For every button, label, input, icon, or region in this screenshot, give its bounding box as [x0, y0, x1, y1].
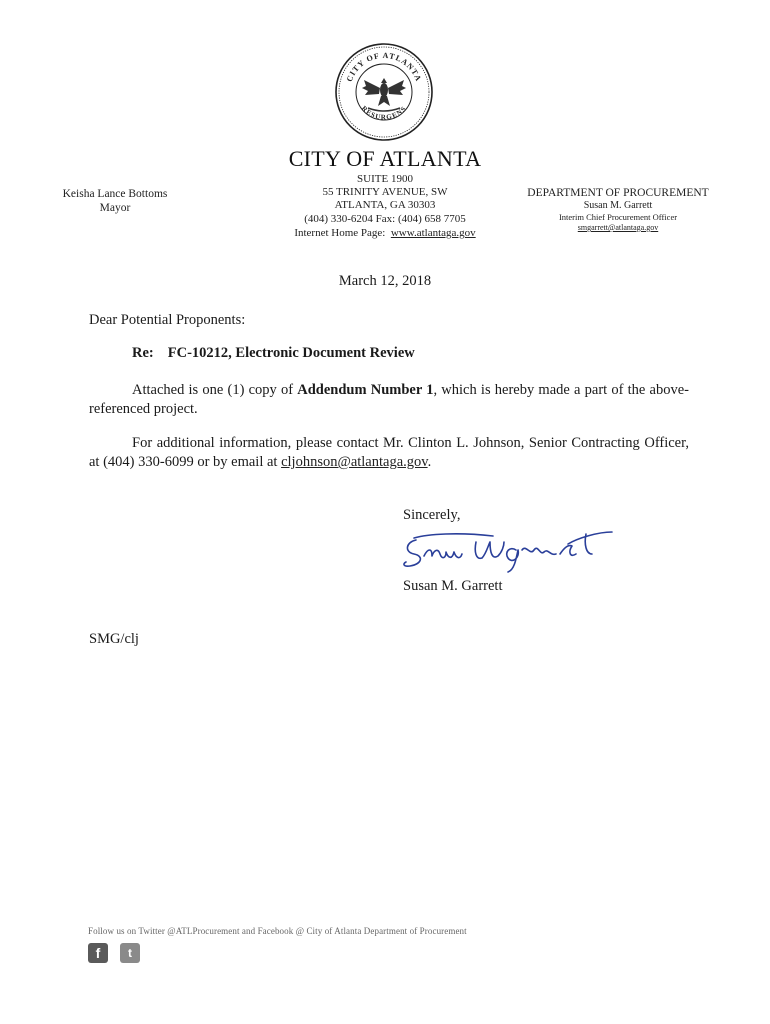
mayor-title: Mayor — [99, 202, 131, 214]
web-label: Internet Home Page: — [294, 227, 386, 239]
letter-date: March 12, 2018 — [338, 273, 432, 289]
p2-text-end: . — [427, 454, 432, 470]
city-seal-icon — [334, 42, 434, 142]
department-name: DEPARTMENT OF PROCUREMENT — [527, 187, 709, 199]
address-city: ATLANTA, GA 30303 — [334, 199, 436, 211]
salutation: Dear Potential Proponents: — [89, 312, 246, 328]
mayor-block — [40, 187, 190, 215]
city-title: CITY OF ATLANTA — [288, 146, 482, 171]
address-phone: (404) 330-6204 Fax: (404) 658 7705 — [304, 213, 466, 225]
contact-email-link[interactable]: cljohnson@atlantaga.gov — [281, 454, 428, 470]
department-officer-title: Interim Chief Procurement Officer — [558, 212, 678, 222]
p1-addendum-bold: Addendum Number 1 — [297, 382, 434, 398]
svg-text:RESURGENS — [360, 104, 408, 121]
subject-line — [132, 345, 415, 362]
subject-text: FC-10212, Electronic Document Review — [167, 345, 415, 361]
address-web — [235, 227, 535, 240]
signer-name: Susan M. Garrett — [403, 578, 503, 594]
mayor-name: Keisha Lance Bottoms — [62, 188, 168, 200]
department-email-link[interactable]: smgarrett@atlantaga.gov — [577, 223, 659, 232]
address-street: 55 TRINITY AVENUE, SW — [322, 186, 448, 198]
subject-label: Re: — [132, 345, 154, 361]
reference-initials: SMG/clj — [89, 631, 139, 647]
signature-image — [398, 520, 618, 575]
p1-text-start: Attached is one (1) copy of — [132, 382, 298, 398]
facebook-icon[interactable]: f — [88, 943, 108, 963]
department-officer: Susan M. Garrett — [583, 200, 653, 211]
paragraph-addendum — [89, 381, 689, 419]
web-link[interactable]: www.atlantaga.gov — [390, 227, 476, 239]
p1-text-end: , which is hereby made a part of the above-referenced project. — [89, 382, 689, 417]
twitter-icon[interactable]: t — [120, 943, 140, 963]
footer-social-text: Follow us on Twitter @ATLProcurement and Facebook @ City of Atlanta Department of Procurement — [88, 926, 467, 936]
seal-top-text: CITY OF ATLANTA — [344, 50, 424, 84]
department-block — [520, 186, 716, 233]
seal-bottom-text: RESURGENS — [359, 104, 409, 122]
paragraph-contact — [89, 434, 689, 472]
address-suite: SUITE 1900 — [357, 173, 413, 185]
p2-text-start: For additional information, please contact Mr. Clinton L. Johnson, Senior Contracting Officer, at (404) 330-6099 or by email at — [89, 435, 689, 470]
closing: Sincerely, — [403, 507, 461, 523]
